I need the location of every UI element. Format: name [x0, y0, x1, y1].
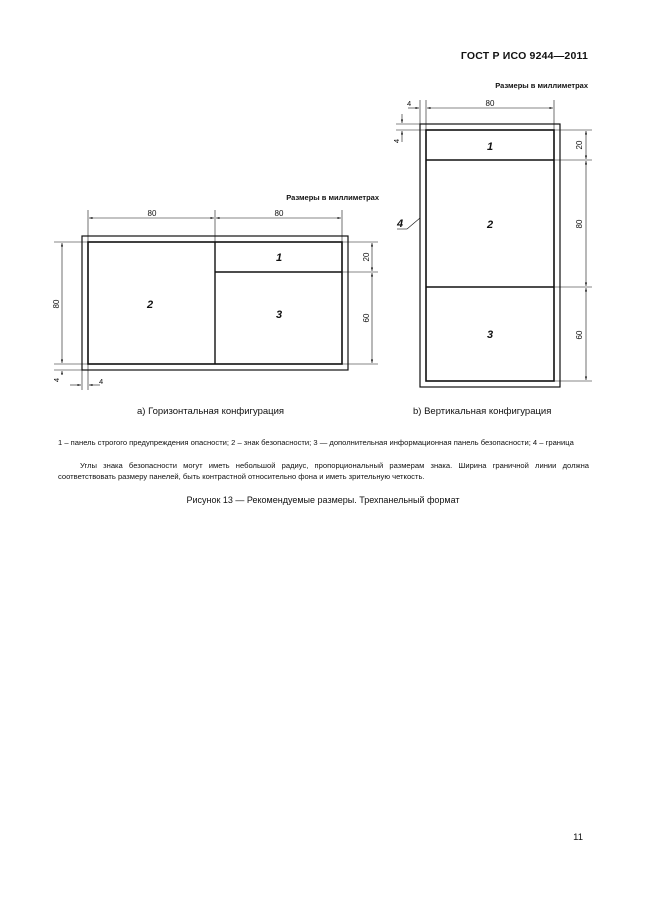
fig-a-dim-top-right: 80: [274, 209, 284, 218]
fig-b-dim-width: 80: [485, 99, 495, 108]
fig-b-dim-right-1: 20: [575, 140, 584, 150]
fig-a-dim-top-left: 80: [147, 209, 157, 218]
figure-b: [392, 81, 592, 387]
fig-b-dim-right-2: 80: [575, 219, 584, 229]
fig-b-label-4: 4: [397, 218, 404, 230]
fig-a-dim-right-bottom: 60: [362, 313, 371, 323]
legend-note: Углы знака безопасности могут иметь небольшой радиус, пропорциональный размерам знака. Ширина граничной линии должна соответствовать размеру панелей, быть контрастной относительно фона и иметь зрительную четкость.: [58, 461, 589, 481]
figure-caption: Рисунок 13 — Рекомендуемые размеры. Трехпанельный формат: [186, 495, 460, 505]
fig-b-label-3: 3: [486, 329, 494, 341]
fig-a-dim-border-bottom: 4: [99, 377, 104, 386]
fig-b-units-label: Размеры в миллиметрах: [495, 81, 588, 90]
document-header: ГОСТ Р ИСО 9244—2011: [460, 50, 588, 62]
fig-b-inner-panel: [426, 130, 554, 381]
fig-a-dim-border-side: 4: [52, 377, 61, 383]
fig-a-subcaption: a) Горизонтальная конфигурация: [137, 406, 285, 417]
fig-a-label-3: 3: [275, 309, 283, 321]
fig-b-subcaption: b) Вертикальная конфигурация: [413, 406, 552, 417]
fig-a-dim-left: 80: [52, 299, 61, 309]
fig-b-dim-right-3: 60: [575, 330, 584, 340]
fig-b-label-1: 1: [486, 141, 494, 153]
figure-a: [52, 193, 380, 390]
fig-a-label-1: 1: [275, 252, 283, 264]
fig-b-label-2: 2: [486, 219, 494, 231]
fig-b-dim-border-top: 4: [407, 99, 412, 108]
legend-text: 1 – панель строгого предупреждения опасности; 2 – знак безопасности; 3 — дополнительная информационная панель безопасности; 4 – граница: [58, 438, 574, 447]
fig-b-outer-border: [420, 124, 560, 387]
fig-a-units-label: Размеры в миллиметрах: [286, 193, 379, 202]
fig-b-dim-border-left: 4: [392, 138, 401, 144]
page-number: 11: [573, 832, 583, 843]
fig-a-dim-right-top: 20: [362, 252, 371, 262]
fig-a-label-2: 2: [146, 299, 154, 311]
